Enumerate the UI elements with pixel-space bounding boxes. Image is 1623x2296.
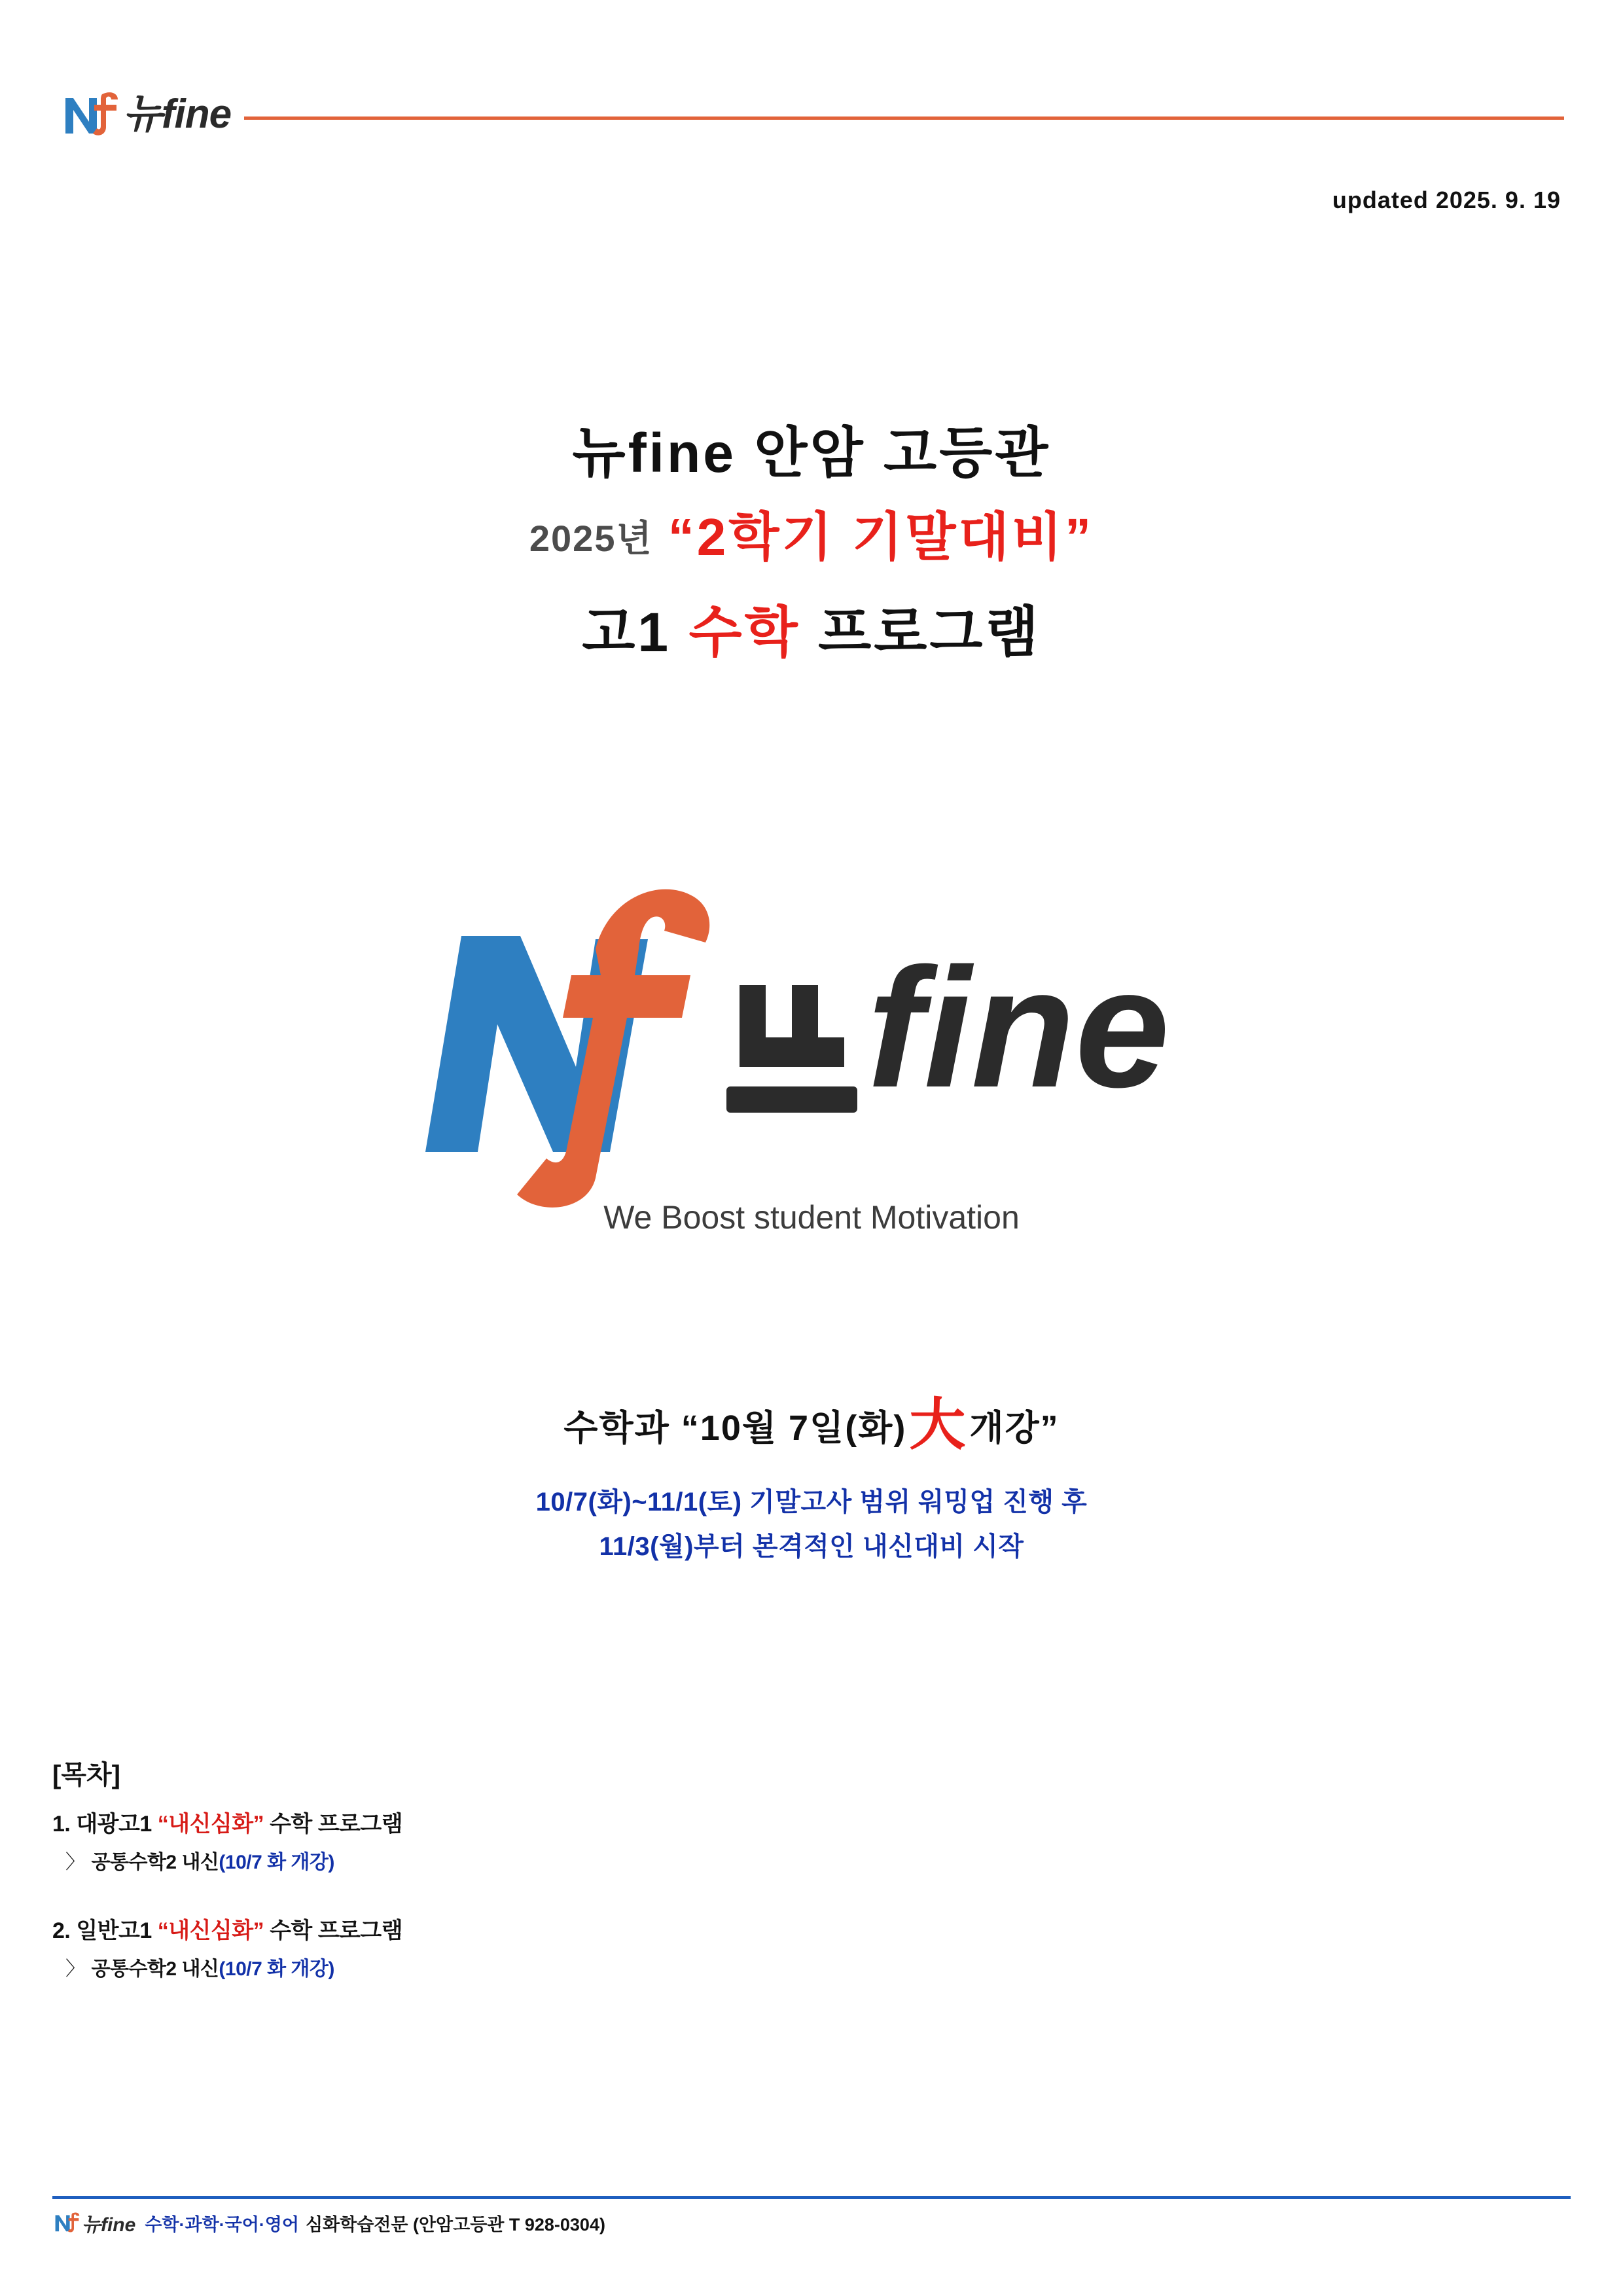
page-title-line3 <box>0 588 1623 668</box>
title-highlight: “2학기 기말대비” <box>668 508 1094 566</box>
page-footer <box>52 2196 1571 2237</box>
toc-item-suffix: 수학 프로그램 <box>270 1918 403 1943</box>
title-program-word: 프로그램 <box>818 601 1041 663</box>
title-block <box>0 419 1623 668</box>
title-subject: 수학 <box>688 601 800 663</box>
page-title-line1: 뉴fine 안암 고등관 <box>572 422 1051 484</box>
toc-subitem-date: (10/7 화 개강) <box>219 1852 334 1873</box>
nf-monogram-icon <box>52 2211 81 2234</box>
chevron-right-icon: 〉 <box>65 1958 85 1980</box>
nf-monogram-icon <box>59 89 122 140</box>
logo-tagline: We Boost student Motivation <box>603 1199 1020 1236</box>
toc-subitem-label: 공통수학2 내신 <box>91 1852 219 1873</box>
svg-text:fine: fine <box>867 933 1170 1123</box>
toc-item-number: 2. <box>52 1918 71 1943</box>
toc-item-number: 1. <box>52 1812 71 1837</box>
opening-subtext-line2: 11/3(월)부터 본격적인 내신대비 시작 <box>599 1532 1024 1561</box>
opening-headline-post: 개강” <box>969 1408 1060 1448</box>
opening-headline-pre: 수학과 “10월 7일(화) <box>563 1408 907 1448</box>
page-title-line2 <box>0 506 1623 569</box>
header-logo <box>59 89 231 140</box>
footer-subjects: 수학·과학·국어·영어 <box>145 2214 299 2234</box>
toc-item-suffix: 수학 프로그램 <box>270 1812 403 1837</box>
opening-headline-emphasis: 大 <box>909 1393 967 1456</box>
footer-logo-wordmark: 뉴fine <box>82 2214 136 2236</box>
page-header <box>59 79 1564 151</box>
toc-subitem-label: 공통수학2 내신 <box>91 1958 219 1980</box>
chevron-right-icon: 〉 <box>65 1852 85 1873</box>
toc-item-emphasis: “내신심화” <box>157 1918 264 1943</box>
toc-item-emphasis: “내신심화” <box>157 1812 264 1837</box>
nf-logo-icon <box>399 870 1224 1211</box>
updated-date: updated 2025. 9. 19 <box>1332 187 1561 213</box>
footer-content <box>52 2208 1571 2237</box>
toc-item-target: 일반고1 <box>76 1918 152 1943</box>
opening-subtext-line1: 10/7(화)~11/1(토) 기말고사 범위 워밍업 진행 후 <box>535 1487 1088 1516</box>
title-year: 2025년 <box>529 518 653 559</box>
toc-spacer <box>52 1886 1571 1912</box>
toc-item[interactable] <box>52 1806 1571 1874</box>
toc-item-target: 대광고1 <box>76 1812 152 1837</box>
table-of-contents <box>52 1754 1571 1993</box>
header-divider <box>244 117 1564 120</box>
opening-subtext <box>0 1480 1623 1569</box>
title-grade: 고1 <box>582 601 671 663</box>
header-logo-wordmark: 뉴fine <box>123 92 232 137</box>
toc-subitem[interactable] <box>65 1846 1571 1874</box>
toc-item-heading <box>52 1912 1571 1945</box>
toc-subitem[interactable] <box>65 1952 1571 1981</box>
opening-headline <box>0 1394 1623 1456</box>
opening-notice <box>0 1394 1623 1569</box>
toc-subitem-date: (10/7 화 개강) <box>219 1958 334 1980</box>
toc-item-heading <box>52 1806 1571 1838</box>
toc-title: [목차] <box>52 1761 120 1789</box>
footer-divider <box>52 2196 1571 2199</box>
toc-item[interactable] <box>52 1912 1571 1981</box>
footer-contact: 심화학습전문 (안암고등관 T 928-0304) <box>305 2214 605 2234</box>
center-logo <box>0 870 1623 1236</box>
